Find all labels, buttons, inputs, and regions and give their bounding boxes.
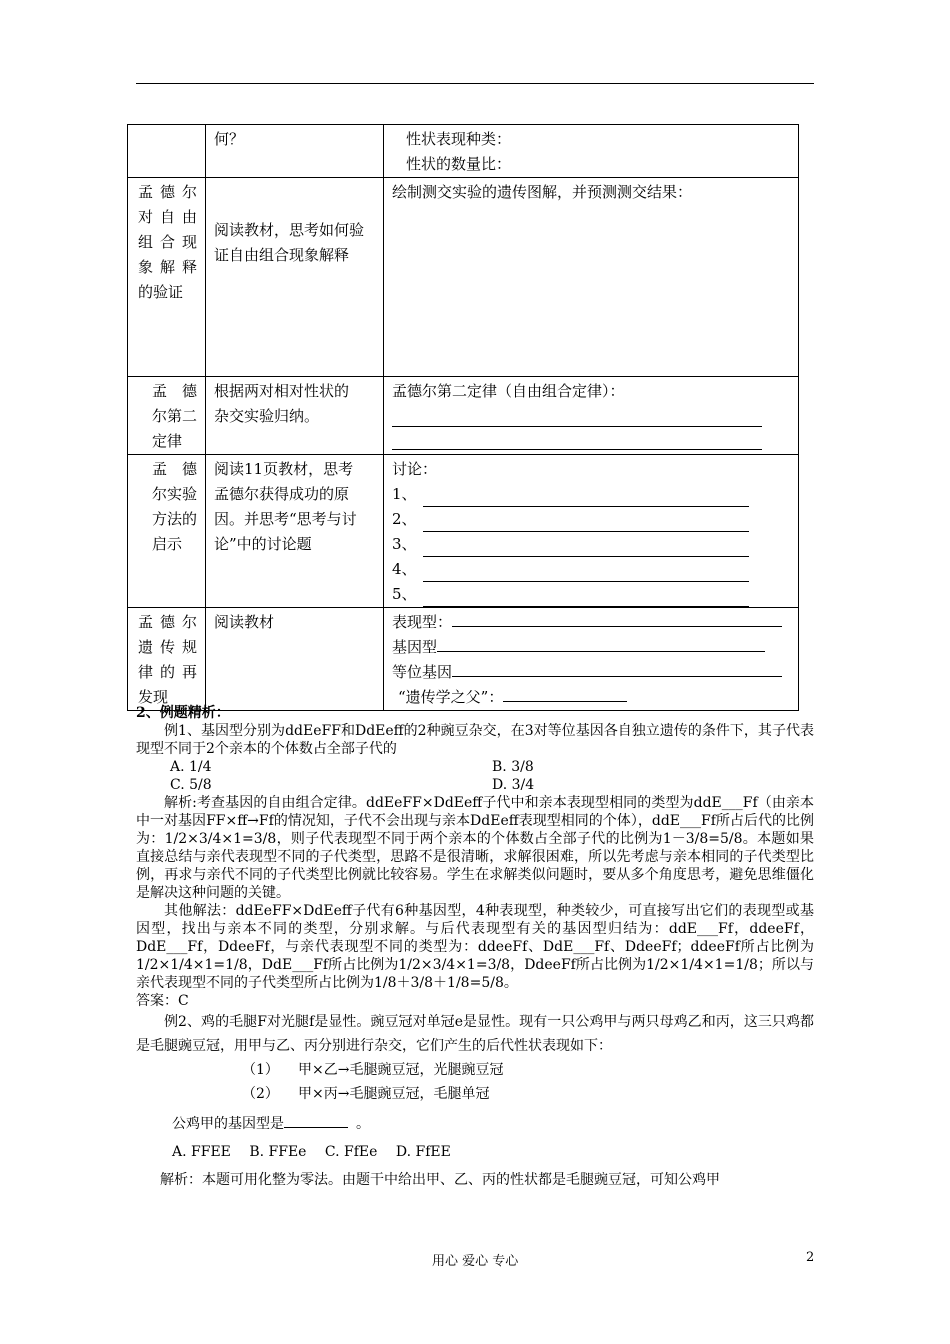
content-text: 孟德尔第二定律（自由组合定律）： bbox=[392, 382, 625, 400]
content-text: 性状的数量比： bbox=[406, 155, 512, 173]
discussion-number: 3、 bbox=[392, 535, 417, 553]
page-number: 2 bbox=[806, 1250, 815, 1265]
examples-section bbox=[136, 704, 814, 1192]
choice: A. FFEE bbox=[172, 1144, 231, 1160]
table-row bbox=[128, 455, 799, 608]
discussion-item bbox=[392, 507, 790, 532]
answer-blank[interactable] bbox=[452, 662, 782, 677]
answer-blank[interactable] bbox=[437, 637, 765, 652]
discussion-item bbox=[392, 482, 790, 507]
cross-number: （1） bbox=[242, 1062, 279, 1078]
topic-text: 尔实验 bbox=[152, 485, 198, 503]
content-cell bbox=[384, 377, 799, 455]
option: B. 3/8 bbox=[492, 759, 534, 775]
topic-text: 象解释 bbox=[138, 258, 197, 276]
label: 表现型： bbox=[392, 613, 453, 631]
topic-text: 的验证 bbox=[138, 283, 184, 301]
discussion-number: 4、 bbox=[392, 560, 417, 578]
label: 基因型 bbox=[392, 638, 438, 656]
cross-line bbox=[136, 1082, 814, 1106]
example2-question: 例2、鸡的毛腿F对光腿f是显性。豌豆冠对单冠e是显性。现有一只公鸡甲与两只母鸡乙和丙，这三只鸡都是毛腿豌豆冠，用甲与乙、丙分别进行杂交，它们产生的后代性状表现如下： bbox=[136, 1014, 814, 1054]
topic-cell bbox=[128, 455, 206, 608]
answer-blank[interactable] bbox=[423, 588, 749, 607]
topic-text: 定律 bbox=[152, 432, 183, 450]
method-cell bbox=[206, 608, 384, 711]
discussion-item bbox=[392, 532, 790, 557]
phenotype-line bbox=[392, 610, 790, 635]
content-text: 性状表现种类： bbox=[406, 130, 512, 148]
answer-blank[interactable] bbox=[392, 404, 762, 427]
answer-blank[interactable] bbox=[452, 612, 782, 627]
discussion-item bbox=[392, 557, 790, 582]
discussion-label: 讨论： bbox=[392, 460, 438, 478]
cross-text: 甲×乙→毛腿豌豆冠，光腿豌豆冠 bbox=[298, 1062, 504, 1078]
topic-text: 发现 bbox=[138, 688, 169, 706]
cross-number: （2） bbox=[242, 1086, 279, 1102]
answer-blank[interactable] bbox=[423, 563, 749, 582]
method-text: 证自由组合现象解释 bbox=[214, 246, 350, 264]
content-cell bbox=[384, 125, 799, 178]
section-title: 2、例题精析： bbox=[136, 705, 230, 721]
topic-cell bbox=[128, 608, 206, 711]
answer-blank[interactable] bbox=[503, 687, 627, 702]
example1-other-method: 其他解法：ddEeFF×DdEeff子代有6种基因型，4种表现型，种类较少，可直接写出它们的表现型或基因型，找出与亲本不同的类型，分别求解。与后代表现型有关的基因型归结为：ddE___Ff，ddeeFf，DdE___Ff，DdeeFf，与亲代表现型不同的类型为：ddeeFf、DdE___Ff、DdeeFf；ddeeFf所占比例为1/2×1/4×1=1/8，DdE___Ff所占比例为1/2×3/4×1=3/8，DdeeFf所占比例为1/2×1/4×1=1/8；所以与亲代表现型不同的子代类型所占比例为1/8＋3/8＋1/8=5/8。 bbox=[136, 903, 814, 991]
ask-text: 公鸡甲的基因型是 bbox=[172, 1116, 284, 1132]
header-rule bbox=[136, 83, 814, 84]
choice: B. FFEe bbox=[249, 1144, 307, 1160]
topic-text: 孟德 bbox=[152, 460, 197, 478]
discussion-item bbox=[392, 582, 790, 607]
method-text: 根据两对相对性状的 bbox=[214, 382, 350, 400]
answer-blank[interactable] bbox=[423, 538, 749, 557]
content-text: 绘制测交实验的遗传图解，并预测测交结果： bbox=[392, 183, 693, 201]
answer-blank[interactable] bbox=[423, 488, 749, 507]
option: D. 3/4 bbox=[492, 777, 535, 793]
footer-motto: 用心 爱心 专心 bbox=[432, 1254, 519, 1269]
answer-blank[interactable] bbox=[423, 513, 749, 532]
method-text: 阅读教材 bbox=[214, 613, 275, 631]
discussion-number: 5、 bbox=[392, 585, 417, 603]
example1-answer: 答案：C bbox=[136, 993, 189, 1009]
cross-line bbox=[136, 1058, 814, 1082]
option: C. 5/8 bbox=[170, 777, 212, 793]
topic-text: 律的再 bbox=[138, 663, 197, 681]
example1-analysis: 解析:考查基因的自由组合定律。ddEeFF×DdEeff子代中和亲本表现型相同的类型为ddE___Ff（由亲本中一对基因FF×ff→Ff的情况知，子代不会出现与亲本DdEeff表现型相同的个体），ddE___Ff所占后代的比例为：1/2×3/4×1=3/8，则子代表现型不同于两个亲本的个体数占全部子代的比例为1－3/8=5/8。本题如果直接总结与亲代表现型不同的子代类型，思路不是很清晰，求解很困难，所以先考虑与亲本相同的子代类型比例，再求与亲代不同的子代类型比例就比较容易。学生在求解类似问题时，要从多个角度思考，避免思维僵化是解决这种问题的关键。 bbox=[136, 795, 814, 901]
genotype-line bbox=[392, 635, 790, 660]
content-cell bbox=[384, 178, 799, 377]
method-cell bbox=[206, 455, 384, 608]
option: A. 1/4 bbox=[170, 759, 212, 775]
answer-blank[interactable] bbox=[284, 1113, 348, 1128]
topic-cell bbox=[128, 125, 206, 178]
topic-text: 孟德 bbox=[152, 382, 197, 400]
cross-text: 甲×丙→毛腿豌豆冠，毛腿单冠 bbox=[298, 1086, 490, 1102]
method-text: 孟德尔获得成功的原 bbox=[214, 485, 350, 503]
topic-cell bbox=[128, 178, 206, 377]
topic-text: 遗传规 bbox=[138, 638, 197, 656]
allele-line bbox=[392, 660, 790, 685]
topic-text: 尔第二 bbox=[152, 407, 198, 425]
example2-ask bbox=[136, 1112, 814, 1136]
discussion-number: 2、 bbox=[392, 510, 417, 528]
method-text: 阅读11页教材，思考 bbox=[214, 460, 354, 478]
topic-text: 方法的 bbox=[152, 510, 198, 528]
example1-options bbox=[136, 758, 814, 776]
method-cell bbox=[206, 178, 384, 377]
content-cell bbox=[384, 455, 799, 608]
table-row bbox=[128, 608, 799, 711]
table-row bbox=[128, 377, 799, 455]
topic-text: 孟德尔 bbox=[138, 183, 197, 201]
method-text: 论”中的讨论题 bbox=[214, 535, 312, 553]
method-text: 阅读教材，思考如何验 bbox=[214, 221, 365, 239]
method-cell bbox=[206, 125, 384, 178]
example2-analysis: 解析：本题可用化整为零法。由题干中给出甲、乙、丙的性状都是毛腿豌豆冠，可知公鸡甲 bbox=[160, 1172, 720, 1188]
answer-blank[interactable] bbox=[392, 427, 762, 450]
method-text: 何？ bbox=[214, 130, 245, 148]
example1-options bbox=[136, 776, 814, 794]
example2-choices bbox=[136, 1140, 814, 1164]
choice: C. FfEe bbox=[324, 1144, 378, 1160]
table-row bbox=[128, 125, 799, 178]
discussion-number: 1、 bbox=[392, 485, 417, 503]
method-text: 因。并思考“思考与讨 bbox=[214, 510, 357, 528]
topic-text: 启示 bbox=[152, 535, 183, 553]
method-text: 杂交实验归纳。 bbox=[214, 407, 320, 425]
topic-text: 孟德尔 bbox=[138, 613, 197, 631]
method-cell bbox=[206, 377, 384, 455]
study-table bbox=[127, 124, 799, 711]
choice: D. FfEE bbox=[395, 1144, 451, 1160]
table-row bbox=[128, 178, 799, 377]
topic-text: 组合现 bbox=[138, 233, 197, 251]
example1-question: 例1、基因型分别为ddEeFF和DdEeff的2种豌豆杂交，在3对等位基因各自独立遗传的条件下，其子代表现型不同于2个亲本的个体数占全部子代的 bbox=[136, 723, 814, 757]
topic-text: 对自由 bbox=[138, 208, 197, 226]
content-cell bbox=[384, 608, 799, 711]
label: 等位基因 bbox=[392, 663, 453, 681]
ask-end: 。 bbox=[356, 1116, 370, 1132]
label: “遗传学之父”： bbox=[398, 688, 504, 706]
topic-cell bbox=[128, 377, 206, 455]
